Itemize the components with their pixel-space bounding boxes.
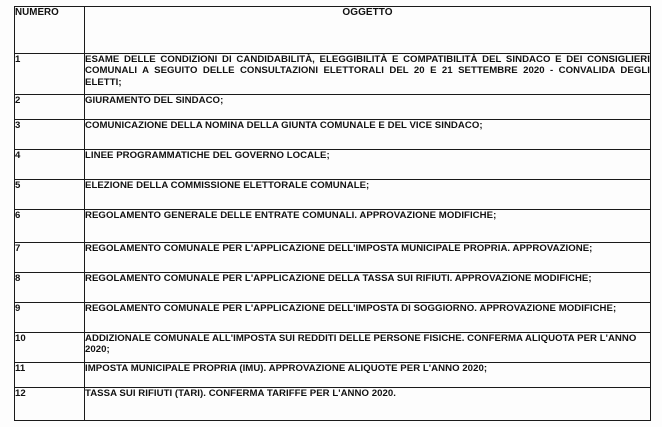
row-number: 4 <box>15 150 85 180</box>
row-subject: REGOLAMENTO COMUNALE PER L'APPLICAZIONE DELL'IMPOSTA MUNICIPALE PROPRIA. APPROVAZIONE; <box>85 243 651 273</box>
table-row <box>15 273 651 303</box>
row-subject: GIURAMENTO DEL SINDACO; <box>85 95 651 120</box>
header-oggetto: OGGETTO <box>85 7 651 54</box>
row-subject: TASSA SUI RIFIUTI (TARI). CONFERMA TARIFFE PER L'ANNO 2020. <box>85 388 651 421</box>
row-number: 12 <box>15 388 85 421</box>
table-row <box>15 303 651 333</box>
row-number: 8 <box>15 273 85 303</box>
table-row <box>15 363 651 388</box>
row-number: 2 <box>15 95 85 120</box>
row-number: 5 <box>15 180 85 210</box>
row-number: 6 <box>15 210 85 243</box>
table-row <box>15 180 651 210</box>
row-number: 9 <box>15 303 85 333</box>
table-row <box>15 95 651 120</box>
row-subject: ESAME DELLE CONDIZIONI DI CANDIDABILITÀ, ELEGGIBILITÀ E COMPATIBILITÀ DEL SINDACO E DEI CONSIGLIERI COMUNALI A SEGUITO DELLE CONSULTAZIONI ELETTORALI DEL 20 E 21 SETTEMBRE 2020 - CONVALIDA DEGLI ELETTI; <box>85 54 651 95</box>
header-row <box>15 7 651 54</box>
row-subject: ELEZIONE DELLA COMMISSIONE ELETTORALE COMUNALE; <box>85 180 651 210</box>
row-subject: LINEE PROGRAMMATICHE DEL GOVERNO LOCALE; <box>85 150 651 180</box>
agenda-table <box>14 6 651 421</box>
row-number: 3 <box>15 120 85 150</box>
row-number: 10 <box>15 333 85 363</box>
row-subject: REGOLAMENTO GENERALE DELLE ENTRATE COMUNALI. APPROVAZIONE MODIFICHE; <box>85 210 651 243</box>
row-subject: COMUNICAZIONE DELLA NOMINA DELLA GIUNTA COMUNALE E DEL VICE SINDACO; <box>85 120 651 150</box>
table-row <box>15 54 651 95</box>
table-row <box>15 210 651 243</box>
row-subject: REGOLAMENTO COMUNALE PER L'APPLICAZIONE DELL'IMPOSTA DI SOGGIORNO. APPROVAZIONE MODIFICHE; <box>85 303 651 333</box>
row-subject: IMPOSTA MUNICIPALE PROPRIA (IMU). APPROVAZIONE ALIQUOTE PER L'ANNO 2020; <box>85 363 651 388</box>
table-row <box>15 333 651 363</box>
row-number: 11 <box>15 363 85 388</box>
table-row <box>15 150 651 180</box>
row-number: 1 <box>15 54 85 95</box>
row-subject: ADDIZIONALE COMUNALE ALL'IMPOSTA SUI REDDITI DELLE PERSONE FISICHE. CONFERMA ALIQUOTA PER L'ANNO 2020; <box>85 333 651 363</box>
table-row <box>15 243 651 273</box>
table-row <box>15 120 651 150</box>
row-number: 7 <box>15 243 85 273</box>
row-subject: REGOLAMENTO COMUNALE PER L'APPLICAZIONE DELLA TASSA SUI RIFIUTI. APPROVAZIONE MODIFICHE; <box>85 273 651 303</box>
header-numero: NUMERO <box>15 7 85 54</box>
table-row <box>15 388 651 421</box>
